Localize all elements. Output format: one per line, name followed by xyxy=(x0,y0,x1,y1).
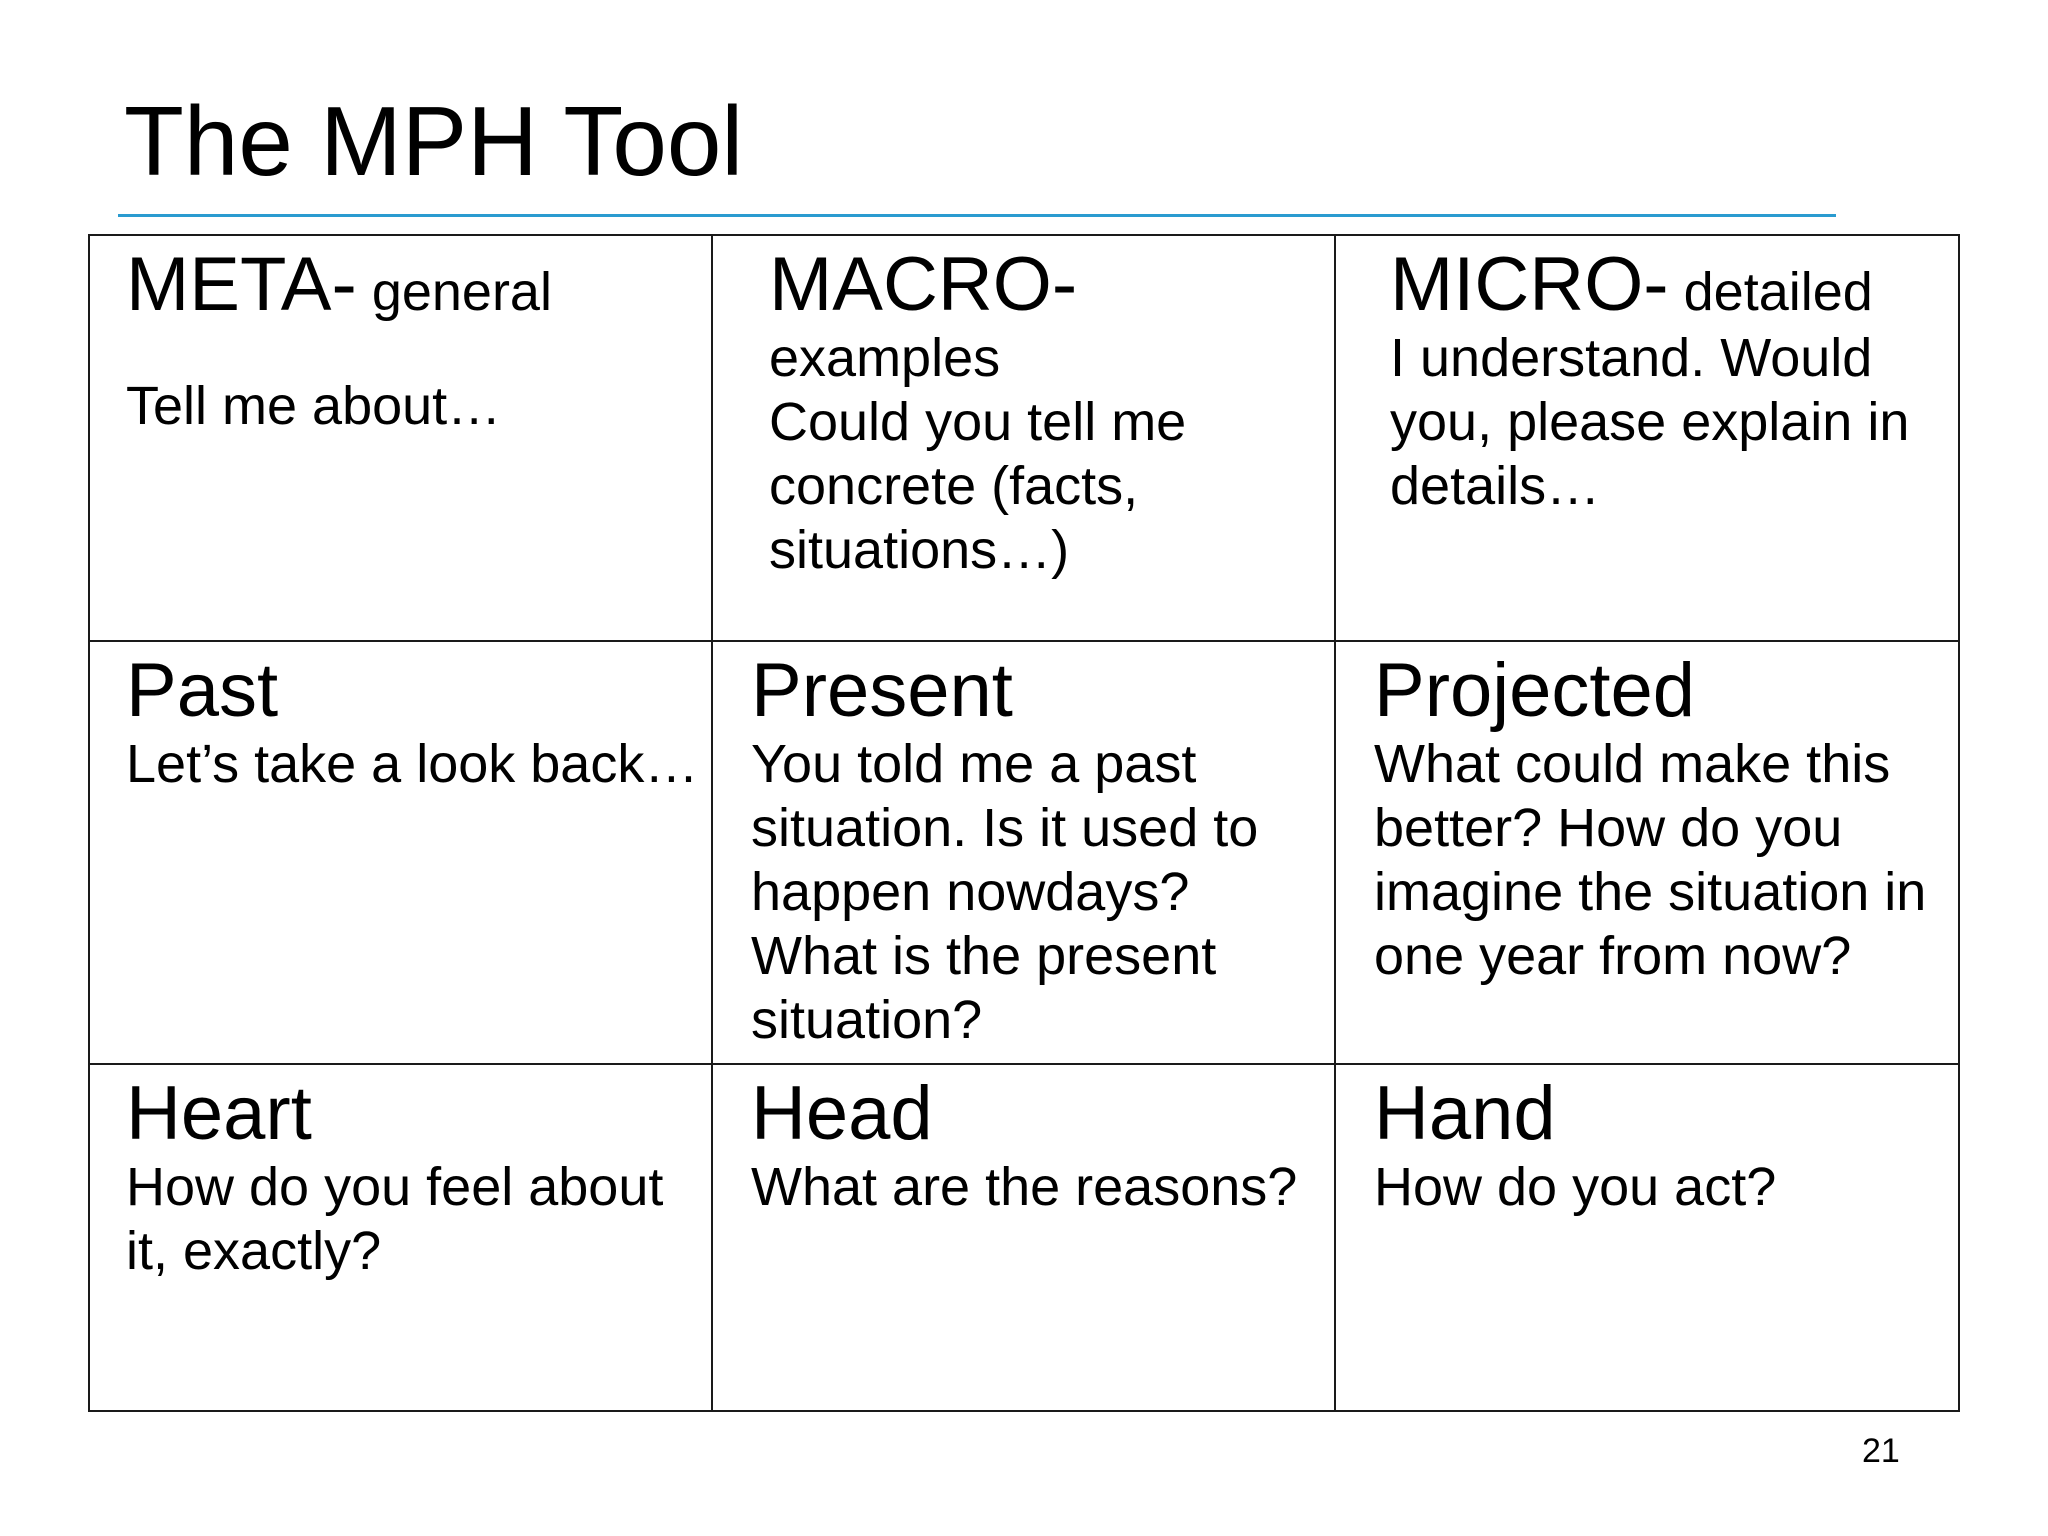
cell-heading: Heart xyxy=(126,1071,312,1156)
cell-heading: Head xyxy=(751,1071,933,1156)
cell-projected xyxy=(1335,641,1959,1064)
cell-micro xyxy=(1335,235,1959,641)
cell-subheading: examples xyxy=(769,328,1001,388)
cell-body: How do you act? xyxy=(1374,1157,1777,1217)
cell-past xyxy=(89,641,712,1064)
grid-row-levels xyxy=(89,235,1959,641)
cell-body: You told me a past situation. Is it used to happen nowdays? What is the present situation? xyxy=(751,734,1259,1050)
cell-subheading: detailed xyxy=(1683,262,1873,322)
cell-heart xyxy=(89,1064,712,1411)
mph-grid xyxy=(88,234,1960,1412)
cell-body: How do you feel about it, exactly? xyxy=(126,1157,664,1281)
cell-body: What could make this better? How do you imagine the situation in one year from now? xyxy=(1374,734,1927,986)
cell-heading: Hand xyxy=(1374,1071,1556,1156)
slide-title: The MPH Tool xyxy=(124,86,744,196)
page-number: 21 xyxy=(1862,1432,1900,1470)
title-divider xyxy=(118,214,1836,217)
grid-row-faculties xyxy=(89,1064,1959,1411)
cell-heading: Projected xyxy=(1374,648,1696,733)
cell-body: What are the reasons? xyxy=(751,1157,1298,1217)
cell-present xyxy=(712,641,1335,1064)
grid-row-time xyxy=(89,641,1959,1064)
cell-body: I understand. Would you, please explain in details… xyxy=(1390,328,1910,516)
cell-heading: MACRO- xyxy=(769,242,1078,327)
cell-macro xyxy=(712,235,1335,641)
cell-subheading: general xyxy=(371,262,552,322)
cell-body: Let’s take a look back… xyxy=(126,734,699,794)
cell-heading: Past xyxy=(126,648,279,733)
cell-heading: META- xyxy=(126,242,357,327)
cell-body: Could you tell me concrete (facts, situations…) xyxy=(769,392,1187,580)
cell-heading: Present xyxy=(751,648,1013,733)
cell-body: Tell me about… xyxy=(126,376,502,436)
cell-hand xyxy=(1335,1064,1959,1411)
cell-heading: MICRO- xyxy=(1390,242,1669,327)
cell-meta xyxy=(89,235,712,641)
cell-head xyxy=(712,1064,1335,1411)
